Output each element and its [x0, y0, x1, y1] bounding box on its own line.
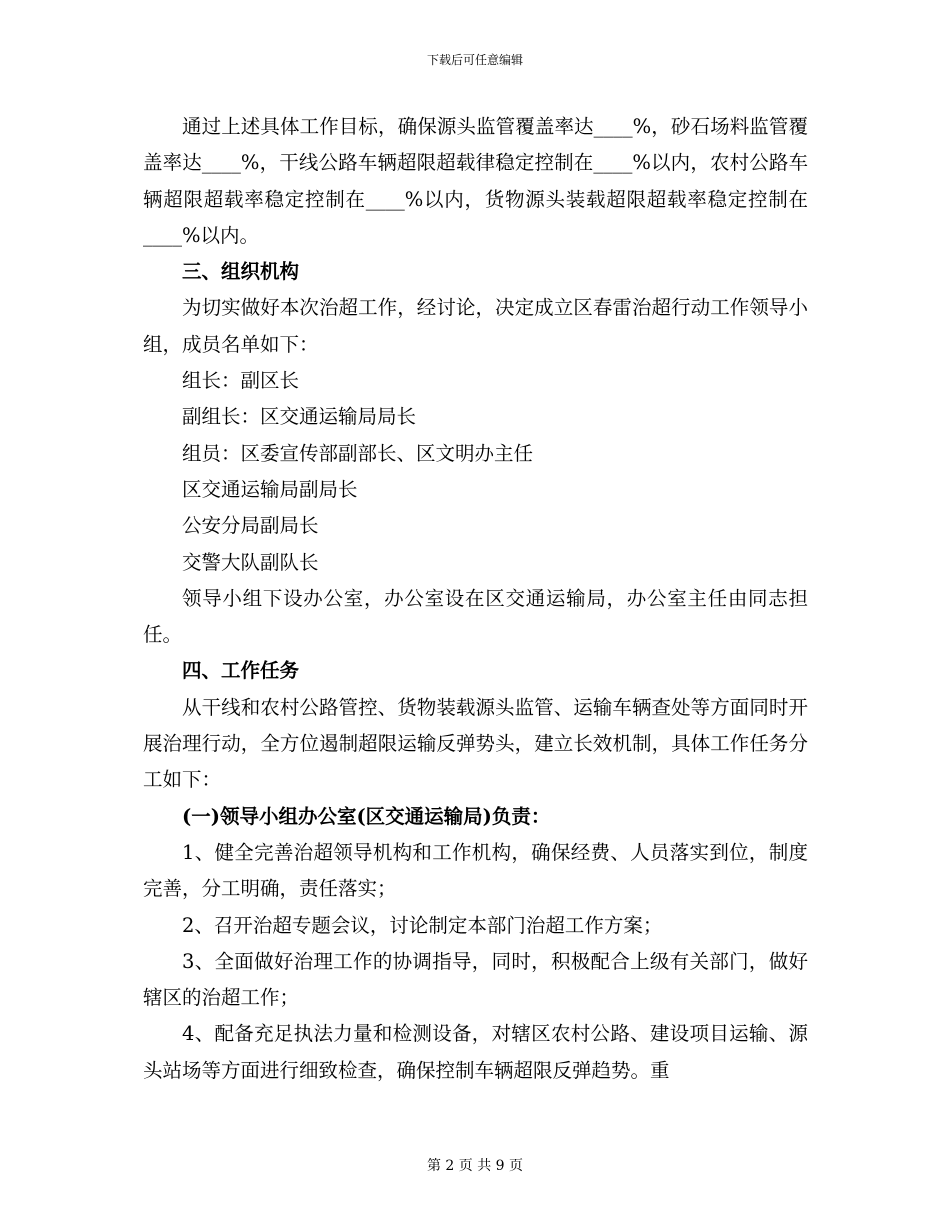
task-item-4: 4、配备充足执法力量和检测设备，对辖区农村公路、建设项目运输、源头站场等方面进行细致检查，确保控制车辆超限反弹趋势。重: [143, 1022, 808, 1082]
heading-office-duties: (一)领导小组办公室(区交通运输局)负责：: [182, 804, 551, 828]
paragraph-targets: 通过上述具体工作目标，确保源头监管覆盖率达____%，砂石场料监管覆盖率达____%，干线公路车辆超限超载律稳定控制在____%以内，农村公路车辆超限超载率稳定控制在____%以内，货物源头装载超限超载率稳定控制在____%以内。: [143, 115, 808, 247]
member-deputy-leader: 副组长：区交通运输局局长: [182, 405, 417, 429]
task-item-1: 1、健全完善治超领导机构和工作机构，确保经费、人员落实到位，制度完善，分工明确，责任落实；: [143, 840, 808, 901]
member-traffic-deputy: 交警大队副队长: [182, 550, 319, 574]
page-header: 下载后可任意编辑: [426, 53, 523, 67]
paragraph-organization-intro: 为切实做好本次治超工作，经讨论，决定成立区春雷治超行动工作领导小组，成员名单如下：: [143, 296, 808, 356]
page-footer: 第 2 页 共 9 页: [426, 1158, 524, 1174]
member-transport-deputy: 区交通运输局副局长: [182, 477, 358, 501]
task-item-2: 2、召开治超专题会议，讨论制定本部门治超工作方案；: [182, 913, 663, 937]
task-item-3: 3、全面做好治理工作的协调指导，同时，积极配合上级有关部门，做好辖区的治超工作；: [143, 949, 808, 1010]
member-police-deputy: 公安分局副局长: [182, 514, 319, 538]
heading-tasks: 四、工作任务: [182, 659, 300, 683]
heading-organization: 三、组织机构: [182, 260, 300, 284]
member-leader: 组长：副区长: [182, 369, 300, 393]
paragraph-office: 领导小组下设办公室，办公室设在区交通运输局，办公室主任由同志担任。: [143, 586, 808, 647]
member-group: 组员：区委宣传部副部长、区文明办主任: [182, 441, 534, 465]
paragraph-tasks-intro: 从干线和农村公路管控、货物装载源头监管、运输车辆查处等方面同时开展治理行动，全方位遏制超限运输反弹势头，建立长效机制，具体工作任务分工如下：: [143, 695, 808, 792]
document-body: [143, 109, 808, 1089]
